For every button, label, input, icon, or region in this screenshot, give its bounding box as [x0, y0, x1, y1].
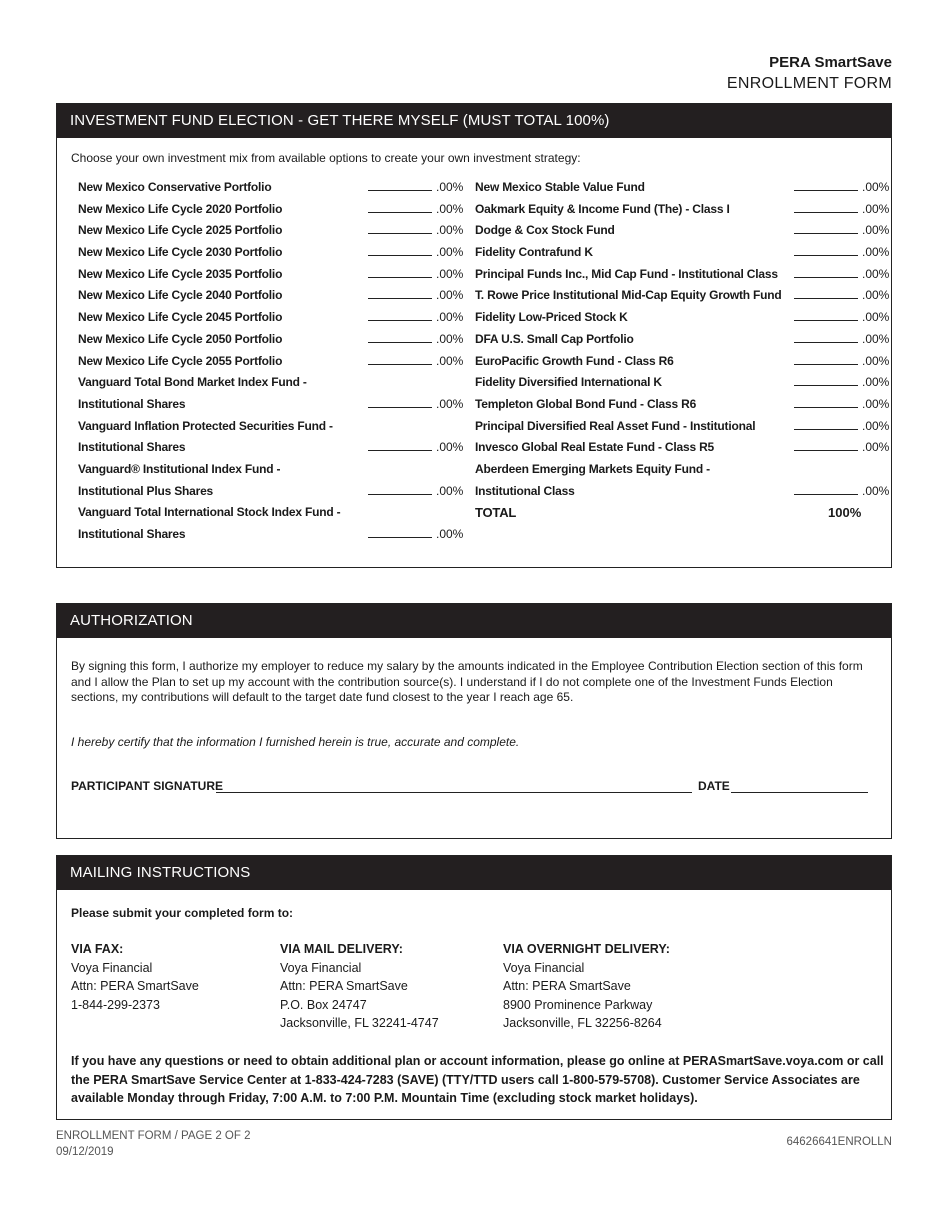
fund-percent-suffix: .00%	[436, 201, 464, 216]
fund-percent-suffix: .00%	[862, 396, 890, 411]
fund-name: New Mexico Life Cycle 2025 Portfolio	[78, 223, 283, 238]
fund-name: Fidelity Diversified International K	[475, 375, 662, 390]
fund-percent-suffix: .00%	[436, 180, 464, 194]
overnight-address-block	[503, 940, 670, 1033]
form-brand-title: PERA SmartSave	[769, 54, 892, 71]
fund-percent-field[interactable]	[794, 429, 858, 430]
fund-percent-field[interactable]	[368, 494, 432, 495]
fund-percent-suffix: .00%	[862, 418, 890, 433]
fund-name: Oakmark Equity & Income Fund (The) - Class I	[475, 201, 730, 216]
footer-page-info	[56, 1128, 250, 1160]
fund-row	[78, 329, 468, 351]
fund-name: EuroPacific Growth Fund - Class R6	[475, 353, 674, 368]
authorization-text: By signing this form, I authorize my employer to reduce my salary by the amounts indicated in the Employee Contribution Election section of this form and I allow the Plan to set up my account with the contribution source(s). I understand if I do not complete one of the Investment Funds Election sections, my contributions will default to the target date fund closest to the year I reach age 65.	[71, 659, 863, 704]
fund-row	[78, 459, 468, 481]
investment-section-heading: INVESTMENT FUND ELECTION - GET THERE MYSELF (MUST TOTAL 100%)	[57, 104, 891, 138]
overnight-line: 8900 Prominence Parkway	[503, 997, 653, 1012]
fund-percent-field[interactable]	[794, 385, 858, 386]
fund-row	[78, 177, 468, 199]
fund-name: DFA U.S. Small Cap Portfolio	[475, 331, 634, 346]
fax-line: Attn: PERA SmartSave	[71, 979, 199, 993]
fund-name: Principal Funds Inc., Mid Cap Fund - Institutional Class	[475, 266, 778, 281]
fund-percent-field[interactable]	[794, 233, 858, 234]
fund-row	[475, 242, 895, 264]
fund-row	[475, 481, 895, 503]
fund-row	[78, 199, 468, 221]
fund-name: New Mexico Life Cycle 2050 Portfolio	[78, 331, 283, 346]
fund-name: New Mexico Life Cycle 2040 Portfolio	[78, 288, 283, 303]
fund-percent-field[interactable]	[368, 320, 432, 321]
fund-row	[78, 242, 468, 264]
fund-row	[78, 220, 468, 242]
authorization-section	[56, 603, 892, 839]
total-row	[475, 502, 895, 524]
overnight-title: VIA OVERNIGHT DELIVERY:	[503, 942, 670, 956]
fund-row	[475, 329, 895, 351]
fund-name: Templeton Global Bond Fund - Class R6	[475, 396, 697, 411]
fund-percent-field[interactable]	[794, 255, 858, 256]
fund-percent-suffix: .00%	[436, 527, 464, 541]
footer-form-code: 64626641ENROLLN	[786, 1136, 892, 1148]
fund-row	[78, 416, 468, 438]
fund-name: New Mexico Stable Value Fund	[475, 180, 645, 194]
fund-percent-field[interactable]	[368, 364, 432, 365]
fund-percent-field[interactable]	[368, 407, 432, 408]
mail-title: VIA MAIL DELIVERY:	[280, 942, 403, 956]
fund-percent-field[interactable]	[794, 364, 858, 365]
footer-date: 09/12/2019	[56, 1146, 114, 1158]
fax-line: Voya Financial	[71, 960, 153, 975]
fund-percent-suffix: .00%	[436, 353, 464, 368]
fund-percent-suffix: .00%	[862, 245, 890, 260]
fund-name: Fidelity Contrafund K	[475, 245, 593, 260]
fund-row	[475, 307, 895, 329]
fund-row	[78, 285, 468, 307]
fund-percent-field[interactable]	[794, 450, 858, 451]
fax-title: VIA FAX:	[71, 942, 124, 956]
fund-name: Institutional Shares	[78, 440, 186, 455]
fund-percent-field[interactable]	[794, 407, 858, 408]
fund-percent-suffix: .00%	[436, 440, 464, 455]
fund-row	[475, 372, 895, 394]
signature-field[interactable]	[216, 792, 692, 793]
fund-percent-field[interactable]	[794, 277, 858, 278]
fund-name: T. Rowe Price Institutional Mid-Cap Equity Growth Fund	[475, 288, 782, 303]
fund-percent-field[interactable]	[368, 212, 432, 213]
fund-row	[475, 220, 895, 242]
fund-name: New Mexico Life Cycle 2030 Portfolio	[78, 245, 283, 260]
mailing-instructions-section	[56, 855, 892, 1120]
fund-name: Fidelity Low-Priced Stock K	[475, 310, 628, 325]
total-value: 100%	[828, 505, 862, 521]
certification-statement: I hereby certify that the information I furnished herein is true, accurate and complete.	[71, 735, 520, 749]
fund-row	[78, 264, 468, 286]
fund-name: Vanguard Total Bond Market Index Fund -	[78, 375, 307, 390]
fund-percent-suffix: .00%	[862, 180, 890, 194]
fund-row	[78, 307, 468, 329]
signature-label: PARTICIPANT SIGNATURE	[71, 779, 223, 793]
investment-intro: Choose your own investment mix from available options to create your own investment strategy:	[71, 151, 581, 165]
overnight-line: Voya Financial	[503, 960, 585, 975]
fund-percent-suffix: .00%	[436, 483, 464, 498]
fund-row	[78, 351, 468, 373]
fund-percent-field[interactable]	[794, 298, 858, 299]
form-subtitle: ENROLLMENT FORM	[726, 75, 892, 92]
fund-name: New Mexico Life Cycle 2045 Portfolio	[78, 310, 283, 325]
overnight-line: Attn: PERA SmartSave	[503, 979, 631, 993]
fund-row	[78, 372, 468, 394]
fund-percent-suffix: .00%	[436, 266, 464, 281]
fund-percent-field[interactable]	[368, 342, 432, 343]
fund-row	[475, 437, 895, 459]
fund-name: Dodge & Cox Stock Fund	[475, 223, 615, 238]
fund-row	[78, 394, 468, 416]
fund-row	[78, 502, 468, 524]
fund-percent-suffix: .00%	[436, 396, 464, 411]
overnight-line: Jacksonville, FL 32256-8264	[503, 1016, 662, 1030]
fund-name: New Mexico Life Cycle 2055 Portfolio	[78, 353, 283, 368]
fund-name: Vanguard Inflation Protected Securities Fund -	[78, 418, 333, 433]
fund-row	[475, 351, 895, 373]
fund-row	[475, 285, 895, 307]
fund-row	[475, 264, 895, 286]
fund-percent-suffix: .00%	[862, 375, 890, 390]
fund-name: New Mexico Life Cycle 2020 Portfolio	[78, 201, 283, 216]
fund-percent-field[interactable]	[794, 190, 858, 191]
fund-row	[475, 394, 895, 416]
fund-name: Institutional Shares	[78, 527, 186, 541]
fund-percent-field[interactable]	[368, 277, 432, 278]
fund-row	[475, 416, 895, 438]
fund-percent-suffix: .00%	[862, 288, 890, 303]
mailing-heading: MAILING INSTRUCTIONS	[57, 856, 891, 890]
fund-name: Principal Diversified Real Asset Fund - Institutional	[475, 418, 756, 433]
fund-percent-field[interactable]	[794, 320, 858, 321]
fund-name: Aberdeen Emerging Markets Equity Fund -	[475, 461, 710, 476]
fund-name: Institutional Class	[475, 483, 575, 498]
mail-line: Attn: PERA SmartSave	[280, 979, 408, 993]
fund-row	[475, 177, 895, 199]
fund-percent-suffix: .00%	[436, 310, 464, 325]
fund-percent-field[interactable]	[368, 190, 432, 191]
fund-percent-suffix: .00%	[862, 223, 890, 238]
fund-percent-field[interactable]	[794, 342, 858, 343]
fund-row	[475, 459, 895, 481]
fund-percent-suffix: .00%	[436, 331, 464, 346]
fund-name: Vanguard Total International Stock Index Fund -	[78, 505, 341, 520]
fund-percent-suffix: .00%	[862, 353, 890, 368]
fund-row	[78, 481, 468, 503]
fund-percent-field[interactable]	[368, 255, 432, 256]
fund-list-left	[78, 177, 468, 546]
fund-list-right	[475, 177, 895, 524]
fund-percent-field[interactable]	[368, 450, 432, 451]
fund-percent-suffix: .00%	[862, 310, 890, 325]
mail-line: Voya Financial	[280, 960, 362, 975]
fund-percent-field[interactable]	[368, 233, 432, 234]
fund-name: Institutional Shares	[78, 396, 186, 411]
date-label: DATE	[698, 779, 730, 793]
fund-percent-suffix: .00%	[862, 483, 890, 498]
submit-instruction: Please submit your completed form to:	[71, 906, 294, 920]
fund-name: New Mexico Life Cycle 2035 Portfolio	[78, 266, 283, 281]
fund-percent-suffix: .00%	[436, 223, 464, 238]
fund-percent-suffix: .00%	[862, 440, 890, 455]
fund-name: Institutional Plus Shares	[78, 483, 214, 498]
fund-percent-field[interactable]	[368, 537, 432, 538]
fund-name: Vanguard® Institutional Index Fund -	[78, 461, 281, 476]
fund-percent-field[interactable]	[368, 298, 432, 299]
fund-percent-field[interactable]	[794, 212, 858, 213]
fund-percent-suffix: .00%	[862, 266, 890, 281]
fund-row	[475, 199, 895, 221]
mail-address-block	[280, 940, 439, 1033]
authorization-heading: AUTHORIZATION	[57, 604, 891, 638]
mail-line: Jacksonville, FL 32241-4747	[280, 1016, 439, 1030]
fax-line: 1-844-299-2373	[71, 997, 160, 1012]
total-label: TOTAL	[475, 505, 517, 521]
fund-percent-suffix: .00%	[862, 201, 890, 216]
fund-name: Invesco Global Real Estate Fund - Class R5	[475, 440, 715, 455]
fund-name: New Mexico Conservative Portfolio	[78, 180, 272, 194]
fund-percent-suffix: .00%	[862, 331, 890, 346]
footer-page: ENROLLMENT FORM / PAGE 2 OF 2	[56, 1130, 251, 1142]
fund-row	[78, 524, 468, 546]
fax-address-block	[71, 940, 199, 1014]
fund-percent-field[interactable]	[794, 494, 858, 495]
fund-percent-suffix: .00%	[436, 288, 464, 303]
mail-line: P.O. Box 24747	[280, 997, 367, 1012]
contact-note: If you have any questions or need to obtain additional plan or account information, please go online at PERASmartSave.voya.com or call the PERA SmartSave Service Center at 1-833-424-7283 (SAVE) (TTY/TTD users call 1-800-579-5708). Customer Service Associates are available Monday through Friday, 7:00 A.M. to 7:00 P.M. Mountain Time (excluding stock market holidays).	[71, 1054, 884, 1105]
fund-percent-suffix: .00%	[436, 245, 464, 260]
fund-row	[78, 437, 468, 459]
date-field[interactable]	[731, 792, 868, 793]
investment-election-section	[56, 103, 892, 568]
